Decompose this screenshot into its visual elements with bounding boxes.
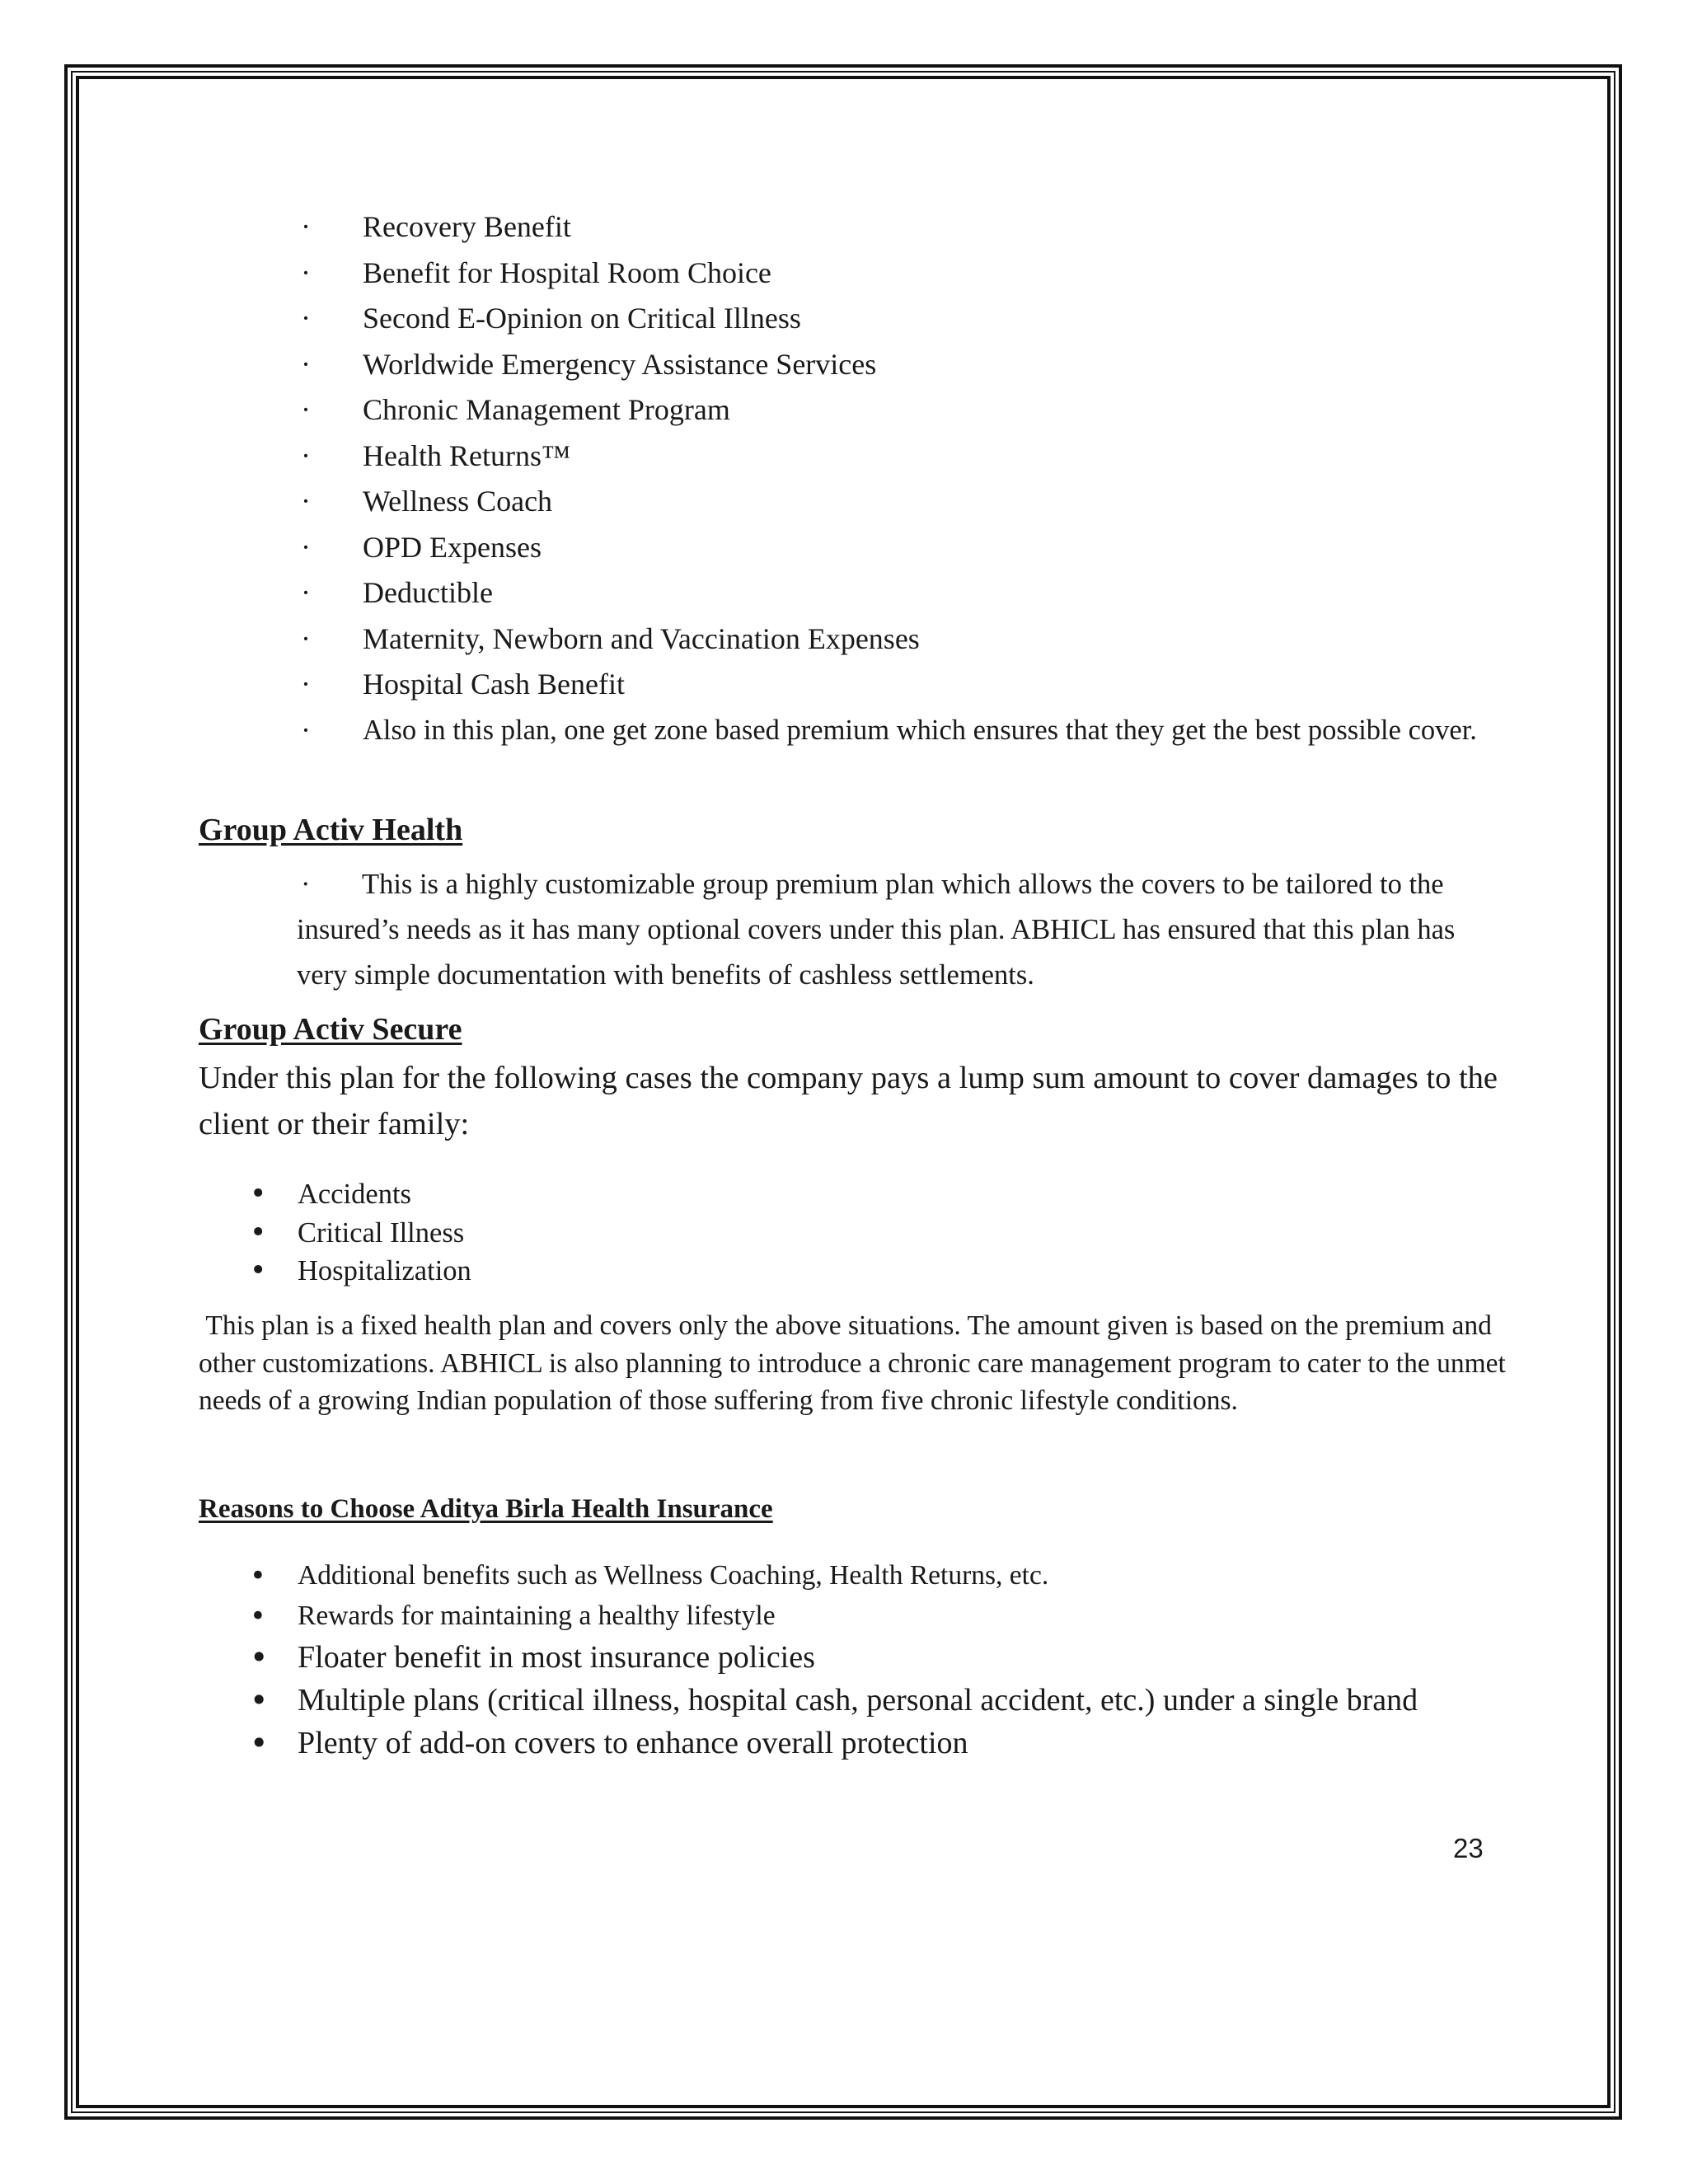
group-activ-secure-description bbox=[199, 1307, 1534, 1420]
bullet-icon: • bbox=[250, 1254, 267, 1287]
section-heading-group-activ-secure: Group Activ Secure bbox=[199, 1012, 462, 1047]
list-item bbox=[293, 616, 1496, 663]
list-item bbox=[293, 434, 1496, 480]
list-item-text: Additional benefits such as Wellness Coaching, Health Returns, etc. bbox=[298, 1560, 1049, 1591]
description-text: This plan is a fixed health plan and covers only the above situations. The amount given is based on the premium and other customizations. ABHICL is also planning to introduce a chronic care management program to cater to the unmet needs of a growing Indian population of those suffering from five chronic lifestyle conditions. bbox=[199, 1310, 1506, 1416]
list-item bbox=[293, 342, 1496, 388]
feature-list bbox=[293, 204, 1496, 753]
list-item-text: Plenty of add-on covers to enhance overall protection bbox=[298, 1726, 968, 1760]
group-activ-health-paragraph bbox=[297, 862, 1484, 998]
list-item bbox=[293, 662, 1496, 708]
list-item bbox=[293, 708, 1496, 753]
list-item-text: Floater benefit in most insurance policies bbox=[298, 1640, 815, 1675]
page-number: 23 bbox=[1453, 1833, 1484, 1863]
list-item-text: Deductible bbox=[363, 576, 493, 609]
list-item bbox=[293, 387, 1496, 434]
group-activ-secure-intro: Under this plan for the following cases the company pays a lump sum amount to cover damages to the client or their family: bbox=[199, 1061, 1498, 1141]
list-marker: · bbox=[301, 485, 311, 518]
list-marker: · bbox=[301, 530, 311, 564]
list-item-text: Hospitalization bbox=[298, 1255, 471, 1286]
list-item-text: Second E-Opinion on Critical Illness bbox=[363, 302, 801, 335]
list-item bbox=[293, 570, 1496, 616]
list-marker: · bbox=[301, 869, 311, 900]
list-item-text: Accidents bbox=[298, 1179, 411, 1210]
list-marker: · bbox=[301, 255, 311, 289]
list-item bbox=[293, 204, 1496, 251]
list-item bbox=[293, 525, 1496, 571]
list-marker: · bbox=[301, 713, 311, 747]
section-heading-reasons: Reasons to Choose Aditya Birla Health Insurance bbox=[199, 1494, 773, 1524]
bullet-icon: • bbox=[250, 1559, 266, 1591]
list-marker: · bbox=[301, 438, 311, 472]
list-item-text: Worldwide Emergency Assistance Services bbox=[363, 347, 877, 381]
bullet-icon: • bbox=[250, 1178, 267, 1211]
list-item-text: Multiple plans (critical illness, hospital cash, personal accident, etc.) under a single brand bbox=[298, 1683, 1418, 1718]
list-item-text: Recovery Benefit bbox=[363, 210, 571, 243]
list-item-text: Health Returns™ bbox=[363, 438, 571, 472]
list-item-text: Hospital Cash Benefit bbox=[363, 668, 625, 701]
list-item-text: Chronic Management Program bbox=[363, 393, 730, 426]
list-item-text: Also in this plan, one get zone based premium which ensures that they get the best possible cover. bbox=[363, 714, 1477, 746]
bullet-icon: • bbox=[250, 1639, 269, 1675]
list-item-text: Critical Illness bbox=[298, 1216, 465, 1249]
section-heading-group-activ-health: Group Activ Health bbox=[199, 813, 463, 847]
list-item-text: Maternity, Newborn and Vaccination Expenses bbox=[363, 621, 920, 655]
list-marker: · bbox=[301, 347, 311, 381]
list-marker: · bbox=[301, 621, 311, 655]
list-item-text: OPD Expenses bbox=[363, 530, 542, 564]
list-item-text: Rewards for maintaining a healthy lifestyle bbox=[298, 1601, 776, 1631]
list-marker: · bbox=[301, 668, 311, 701]
list-marker: · bbox=[301, 393, 311, 426]
list-item-text: Wellness Coach bbox=[363, 485, 553, 518]
list-marker: · bbox=[301, 302, 311, 335]
list-item bbox=[293, 479, 1496, 525]
list-item bbox=[293, 251, 1496, 297]
bullet-icon: • bbox=[250, 1725, 269, 1761]
list-item-text: Benefit for Hospital Room Choice bbox=[363, 255, 771, 289]
group-activ-health-text: This is a highly customizable group premium plan which allows the covers to be tailored to the insured’s needs as it has many optional covers under this plan. ABHICL has ensured that this plan has very simple documentation with benefits of cashless settlements. bbox=[297, 869, 1456, 991]
list-item bbox=[293, 296, 1496, 342]
bullet-icon: • bbox=[250, 1216, 267, 1249]
list-marker: · bbox=[301, 210, 311, 243]
bullet-icon: • bbox=[250, 1600, 266, 1632]
list-marker: · bbox=[301, 576, 311, 609]
bullet-icon: • bbox=[250, 1682, 269, 1718]
